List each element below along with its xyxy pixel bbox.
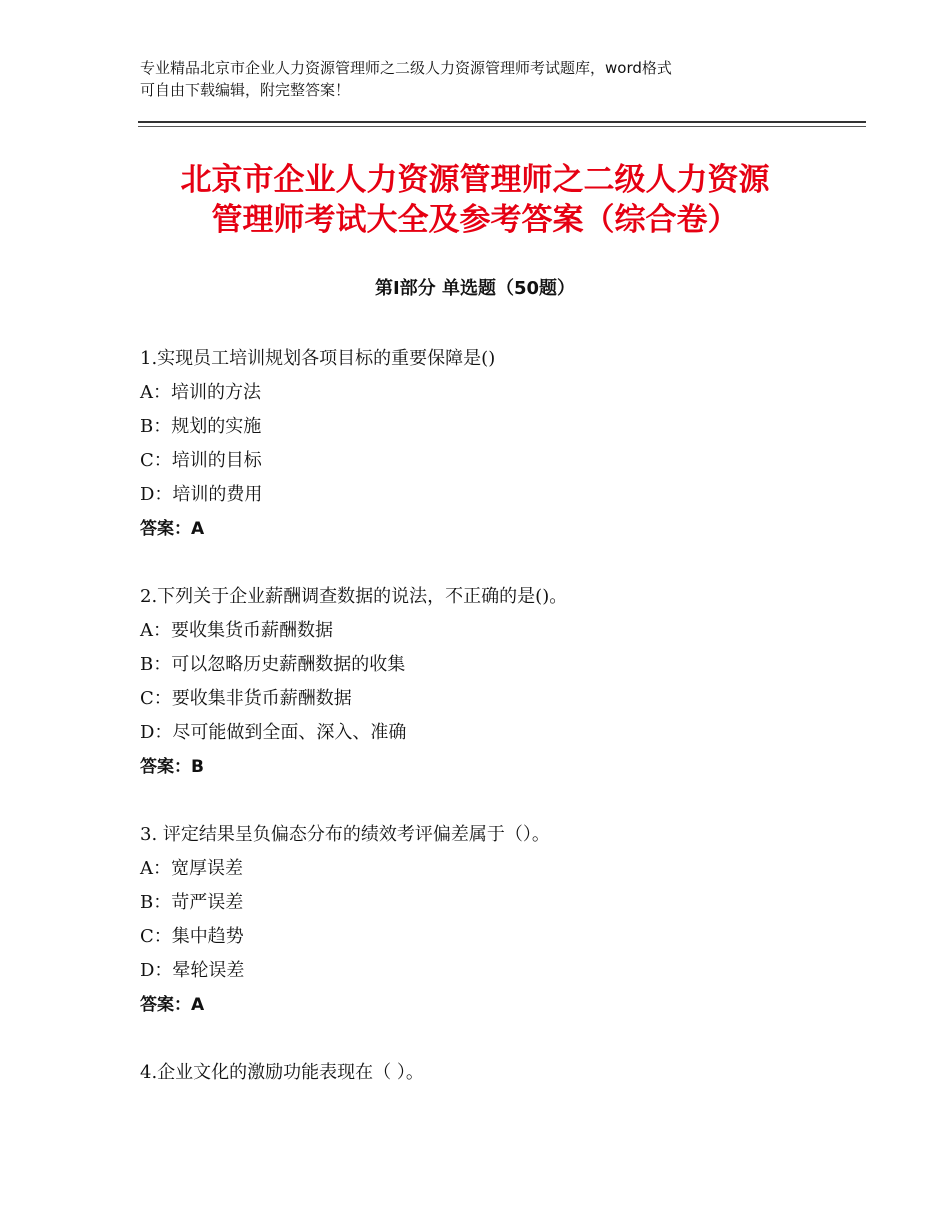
question-stem: 1.实现员工培训规划各项目标的重要保障是() <box>140 348 496 369</box>
answer-line: 答案：A <box>140 995 205 1015</box>
question-3 <box>140 818 840 1022</box>
header-note-line-2: 可自由下载编辑，附完整答案！ <box>140 81 351 99</box>
option-a: A：要收集货币薪酬数据 <box>140 620 333 641</box>
option-c: C：要收集非货币薪酬数据 <box>140 688 352 709</box>
document-title-line-2: 管理师考试大全及参考答案（综合卷） <box>211 202 739 238</box>
answer-line: 答案：A <box>140 519 205 539</box>
document-title <box>100 160 850 240</box>
question-stem: 3. 评定结果呈负偏态分布的绩效考评偏差属于（）。 <box>140 824 550 845</box>
question-list <box>140 342 840 1124</box>
option-c: C：集中趋势 <box>140 926 244 947</box>
document-title-line-1: 北京市企业人力资源管理师之二级人力资源 <box>180 162 770 198</box>
option-d: D：培训的费用 <box>140 484 263 505</box>
header-divider-thin <box>138 126 866 127</box>
header-note <box>140 57 820 101</box>
option-a: A：培训的方法 <box>140 382 261 403</box>
question-stem: 4.企业文化的激励功能表现在（ ）。 <box>140 1062 424 1083</box>
option-c: C：培训的目标 <box>140 450 262 471</box>
section-heading: 第Ⅰ部分 单选题（50题） <box>374 278 575 299</box>
question-4 <box>140 1056 840 1090</box>
option-d: D：尽可能做到全面、深入、准确 <box>140 722 407 743</box>
option-b: B：苛严误差 <box>140 892 244 913</box>
question-1 <box>140 342 840 546</box>
answer-line: 答案：B <box>140 757 204 777</box>
option-b: B：可以忽略历史薪酬数据的收集 <box>140 654 406 675</box>
option-d: D：晕轮误差 <box>140 960 245 981</box>
question-stem: 2.下列关于企业薪酬调查数据的说法，不正确的是()。 <box>140 586 568 607</box>
header-divider-thick <box>138 121 866 123</box>
header-note-line-1: 专业精品北京市企业人力资源管理师之二级人力资源管理师考试题库，word格式 <box>140 59 672 77</box>
question-2 <box>140 580 840 784</box>
option-b: B：规划的实施 <box>140 416 262 437</box>
option-a: A：宽厚误差 <box>140 858 243 879</box>
